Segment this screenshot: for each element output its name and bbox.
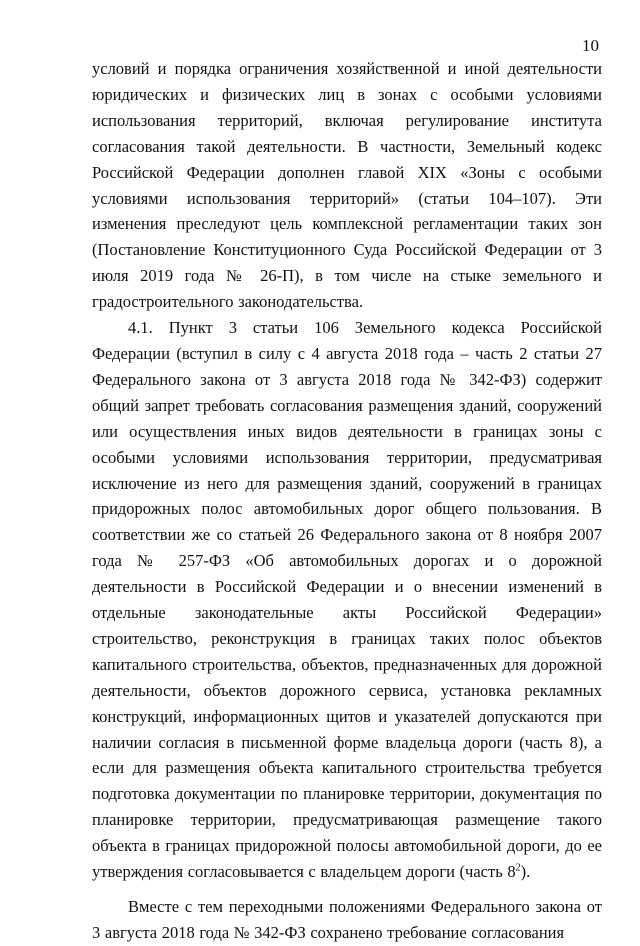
paragraph-continuation: условий и порядка ограничения хозяйственной и иной деятельности юридических и физических лиц в зонах с особыми условиями использования территорий, включая регулирование института согласования такой деятельности. В частности, Земельный кодекс Российской Федерации дополнен главой XIX «Зоны с особыми условиями использования территорий» (статьи 104–107). Эти изменения преследуют цель комплексной регламентации таких зон (Постановление Конституционного Суда Российской Федерации от 3 июля 2019 года № 26-П), в том числе на стыке земельного и градостроительного законодательства. [92, 59, 602, 312]
document-body [92, 56, 602, 946]
page-number: 10 [582, 36, 599, 55]
paragraph-4-1-text: 4.1. Пункт 3 статьи 106 Земельного кодекса Российской Федерации (вступил в силу с 4 августа 2018 года – часть 2 статьи 27 Федерального закона от 3 августа 2018 года № 342-ФЗ) содержит общий запрет требовать согласования размещения зданий, сооружений или осуществления иных видов деятельности в границах зоны с особыми условиями использования территории, предусматривая исключение из него для размещения зданий, сооружений в границах придорожных полос автомобильных дорог общего пользования. В соответствии же со статьей 26 Федерального закона от 8 ноября 2007 года № 257-ФЗ «Об автомобильных дорогах и о дорожной деятельности в Российской Федерации и о внесении изменений в отдельные законодательные акты Российской Федерации» строительство, реконструкция в границах таких полос объектов капитального строительства, объектов, предназначенных для дорожной деятельности, объектов дорожного сервиса, установка рекламных конструкций, информационных щитов и указателей допускаются при наличии согласия в письменной форме владельца дороги (часть 8), а если для размещения объекта капитального строительства требуется подготовка документации по планировке территории, документация по планировке территории, предусматривающая размещение такого объекта в границах придорожной полосы автомобильной дороги, до ее утверждения согласовывается с владельцем дороги (часть 8 [92, 318, 602, 882]
paragraph-4-1-tail: ). [520, 862, 531, 882]
paragraph-transitional-provisions: Вместе с тем переходными положениями Федерального закона от 3 августа 2018 года № 342-ФЗ сохранено требование согласования [92, 897, 602, 942]
paragraph-4-1 [92, 315, 602, 885]
superscript-2: 2 [515, 862, 521, 874]
